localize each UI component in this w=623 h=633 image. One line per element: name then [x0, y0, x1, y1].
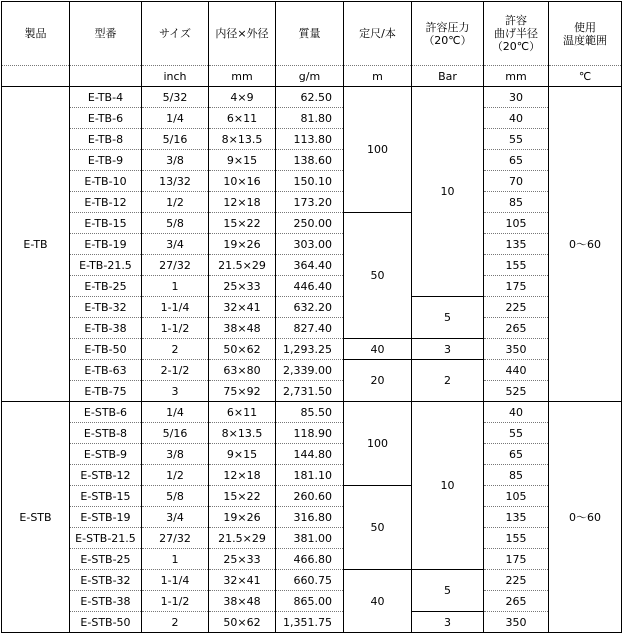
size-cell: 5/16 — [142, 129, 209, 150]
col-header-size: サイズ — [142, 2, 209, 66]
col-header-temp — [549, 2, 622, 66]
table-row — [2, 276, 622, 297]
col-header-bend — [484, 2, 549, 66]
pressure-cell: 2 — [412, 360, 484, 402]
mass-cell: 466.80 — [276, 549, 344, 570]
diameter-cell: 21.5×29 — [209, 528, 276, 549]
pressure-header-line2: （20℃） — [423, 33, 472, 47]
model-cell: E-TB-9 — [70, 150, 142, 171]
model-cell: E-TB-6 — [70, 108, 142, 129]
unit-size: inch — [142, 66, 209, 87]
diameter-cell: 38×48 — [209, 318, 276, 339]
mass-cell: 260.60 — [276, 486, 344, 507]
length-cell: 40 — [344, 570, 412, 633]
length-cell: 20 — [344, 360, 412, 402]
unit-row — [2, 66, 622, 87]
table-row — [2, 486, 622, 507]
bend-cell: 525 — [484, 381, 549, 402]
size-cell: 27/32 — [142, 255, 209, 276]
bend-cell: 225 — [484, 570, 549, 591]
bend-cell: 440 — [484, 360, 549, 381]
model-cell: E-STB-32 — [70, 570, 142, 591]
size-cell: 1-1/2 — [142, 318, 209, 339]
table-row — [2, 150, 622, 171]
mass-cell: 303.00 — [276, 234, 344, 255]
bend-cell: 70 — [484, 171, 549, 192]
table-row — [2, 423, 622, 444]
mass-cell: 62.50 — [276, 87, 344, 108]
etb-group — [2, 87, 622, 402]
size-cell: 3 — [142, 381, 209, 402]
mass-cell: 632.20 — [276, 297, 344, 318]
bend-cell: 155 — [484, 255, 549, 276]
size-cell: 1 — [142, 549, 209, 570]
model-cell: E-TB-4 — [70, 87, 142, 108]
size-cell: 2 — [142, 339, 209, 360]
diameter-cell: 19×26 — [209, 234, 276, 255]
table-row — [2, 465, 622, 486]
mass-cell: 1,351.75 — [276, 612, 344, 633]
col-header-mass: 質量 — [276, 2, 344, 66]
pressure-cell: 5 — [412, 570, 484, 612]
mass-cell: 381.00 — [276, 528, 344, 549]
model-cell: E-STB-19 — [70, 507, 142, 528]
pressure-cell: 3 — [412, 339, 484, 360]
diameter-cell: 32×41 — [209, 297, 276, 318]
model-cell: E-STB-50 — [70, 612, 142, 633]
diameter-cell: 15×22 — [209, 486, 276, 507]
model-cell: E-TB-38 — [70, 318, 142, 339]
mass-cell: 1,293.25 — [276, 339, 344, 360]
size-cell: 1/4 — [142, 108, 209, 129]
size-cell: 5/16 — [142, 423, 209, 444]
mass-cell: 113.80 — [276, 129, 344, 150]
table-row — [2, 192, 622, 213]
length-cell: 50 — [344, 213, 412, 339]
size-cell: 2-1/2 — [142, 360, 209, 381]
diameter-cell: 4×9 — [209, 87, 276, 108]
model-cell: E-TB-25 — [70, 276, 142, 297]
diameter-cell: 19×26 — [209, 507, 276, 528]
model-cell: E-STB-38 — [70, 591, 142, 612]
mass-cell: 181.10 — [276, 465, 344, 486]
diameter-cell: 38×48 — [209, 591, 276, 612]
model-cell: E-TB-63 — [70, 360, 142, 381]
size-cell: 1/4 — [142, 402, 209, 423]
table-row — [2, 381, 622, 402]
diameter-cell: 63×80 — [209, 360, 276, 381]
unit-bend: mm — [484, 66, 549, 87]
table-row — [2, 360, 622, 381]
mass-cell: 118.90 — [276, 423, 344, 444]
diameter-cell: 50×62 — [209, 339, 276, 360]
model-cell: E-TB-21.5 — [70, 255, 142, 276]
mass-cell: 173.20 — [276, 192, 344, 213]
bend-cell: 350 — [484, 339, 549, 360]
product-cell-etb: E-TB — [2, 87, 70, 402]
mass-cell: 250.00 — [276, 213, 344, 234]
mass-cell: 138.60 — [276, 150, 344, 171]
bend-cell: 175 — [484, 276, 549, 297]
table-row — [2, 213, 622, 234]
bend-cell: 105 — [484, 213, 549, 234]
temp-header-line1: 使用 — [574, 20, 596, 34]
model-cell: E-STB-6 — [70, 402, 142, 423]
model-cell: E-TB-50 — [70, 339, 142, 360]
size-cell: 1-1/4 — [142, 297, 209, 318]
diameter-cell: 15×22 — [209, 213, 276, 234]
table-row — [2, 549, 622, 570]
size-cell: 27/32 — [142, 528, 209, 549]
bend-header-line1: 許容 — [505, 14, 527, 27]
bend-cell: 350 — [484, 612, 549, 633]
estb-group — [2, 402, 622, 633]
mass-cell: 150.10 — [276, 171, 344, 192]
length-cell: 50 — [344, 486, 412, 570]
col-header-length: 定尺/本 — [344, 2, 412, 66]
size-cell: 3/8 — [142, 150, 209, 171]
diameter-cell: 25×33 — [209, 549, 276, 570]
table-row — [2, 108, 622, 129]
diameter-cell: 6×11 — [209, 108, 276, 129]
diameter-cell: 9×15 — [209, 444, 276, 465]
model-cell: E-STB-15 — [70, 486, 142, 507]
diameter-cell: 8×13.5 — [209, 423, 276, 444]
model-cell: E-STB-8 — [70, 423, 142, 444]
pressure-cell: 5 — [412, 297, 484, 339]
table-row — [2, 339, 622, 360]
table-row — [2, 507, 622, 528]
size-cell: 5/8 — [142, 486, 209, 507]
mass-cell: 81.80 — [276, 108, 344, 129]
diameter-cell: 75×92 — [209, 381, 276, 402]
diameter-cell: 12×18 — [209, 192, 276, 213]
unit-model — [70, 66, 142, 87]
length-cell: 100 — [344, 87, 412, 213]
product-cell-estb: E-STB — [2, 402, 70, 633]
table-row — [2, 528, 622, 549]
length-cell: 40 — [344, 339, 412, 360]
bend-cell: 40 — [484, 402, 549, 423]
mass-cell: 144.80 — [276, 444, 344, 465]
unit-temp: ℃ — [549, 66, 622, 87]
size-cell: 3/8 — [142, 444, 209, 465]
pressure-cell: 10 — [412, 402, 484, 570]
size-cell: 1 — [142, 276, 209, 297]
mass-cell: 660.75 — [276, 570, 344, 591]
diameter-cell: 12×18 — [209, 465, 276, 486]
mass-cell: 827.40 — [276, 318, 344, 339]
table-row — [2, 318, 622, 339]
bend-cell: 265 — [484, 318, 549, 339]
model-cell: E-TB-8 — [70, 129, 142, 150]
bend-cell: 55 — [484, 423, 549, 444]
mass-cell: 316.80 — [276, 507, 344, 528]
model-cell: E-STB-25 — [70, 549, 142, 570]
unit-diameter: mm — [209, 66, 276, 87]
model-cell: E-TB-75 — [70, 381, 142, 402]
mass-cell: 2,339.00 — [276, 360, 344, 381]
diameter-cell: 10×16 — [209, 171, 276, 192]
model-cell: E-STB-21.5 — [70, 528, 142, 549]
table-row — [2, 297, 622, 318]
table-row — [2, 402, 622, 423]
mass-cell: 865.00 — [276, 591, 344, 612]
mass-cell: 364.40 — [276, 255, 344, 276]
size-cell: 5/8 — [142, 213, 209, 234]
bend-cell: 175 — [484, 549, 549, 570]
table-row — [2, 570, 622, 591]
unit-length: m — [344, 66, 412, 87]
temp-header-line2: 温度範囲 — [563, 33, 607, 47]
table-row — [2, 171, 622, 192]
pressure-cell: 3 — [412, 612, 484, 633]
bend-cell: 40 — [484, 108, 549, 129]
bend-cell: 135 — [484, 234, 549, 255]
table-row — [2, 129, 622, 150]
size-cell: 2 — [142, 612, 209, 633]
bend-cell: 85 — [484, 465, 549, 486]
bend-cell: 135 — [484, 507, 549, 528]
diameter-cell: 50×62 — [209, 612, 276, 633]
unit-pressure: Bar — [412, 66, 484, 87]
diameter-cell: 6×11 — [209, 402, 276, 423]
header-row — [2, 2, 622, 66]
bend-cell: 225 — [484, 297, 549, 318]
size-cell: 3/4 — [142, 234, 209, 255]
length-cell: 100 — [344, 402, 412, 486]
table-row — [2, 612, 622, 633]
col-header-diameter: 内径×外径 — [209, 2, 276, 66]
spec-table — [1, 1, 622, 633]
col-header-model: 型番 — [70, 2, 142, 66]
table-row — [2, 591, 622, 612]
bend-cell: 65 — [484, 444, 549, 465]
mass-cell: 446.40 — [276, 276, 344, 297]
unit-mass: g/m — [276, 66, 344, 87]
mass-cell: 85.50 — [276, 402, 344, 423]
table-row — [2, 87, 622, 108]
table-row — [2, 444, 622, 465]
diameter-cell: 21.5×29 — [209, 255, 276, 276]
mass-cell: 2,731.50 — [276, 381, 344, 402]
bend-cell: 105 — [484, 486, 549, 507]
size-cell: 3/4 — [142, 507, 209, 528]
col-header-pressure — [412, 2, 484, 66]
pressure-header-line1: 許容圧力 — [425, 20, 470, 34]
pressure-cell: 10 — [412, 87, 484, 297]
size-cell: 5/32 — [142, 87, 209, 108]
bend-header-line2: 曲げ半径 — [494, 27, 538, 40]
bend-cell: 265 — [484, 591, 549, 612]
bend-cell: 85 — [484, 192, 549, 213]
model-cell: E-TB-12 — [70, 192, 142, 213]
bend-cell: 65 — [484, 150, 549, 171]
model-cell: E-TB-32 — [70, 297, 142, 318]
bend-cell: 30 — [484, 87, 549, 108]
bend-header-line3: （20℃） — [491, 40, 541, 53]
size-cell: 13/32 — [142, 171, 209, 192]
col-header-product: 製品 — [2, 2, 70, 66]
model-cell: E-TB-19 — [70, 234, 142, 255]
size-cell: 1-1/2 — [142, 591, 209, 612]
diameter-cell: 25×33 — [209, 276, 276, 297]
diameter-cell: 8×13.5 — [209, 129, 276, 150]
size-cell: 1/2 — [142, 465, 209, 486]
bend-cell: 155 — [484, 528, 549, 549]
model-cell: E-TB-15 — [70, 213, 142, 234]
diameter-cell: 32×41 — [209, 570, 276, 591]
temp-cell-etb: 0～60 — [549, 87, 622, 402]
model-cell: E-STB-9 — [70, 444, 142, 465]
temp-cell-estb: 0～60 — [549, 402, 622, 633]
table-row — [2, 255, 622, 276]
size-cell: 1/2 — [142, 192, 209, 213]
table-row — [2, 234, 622, 255]
diameter-cell: 9×15 — [209, 150, 276, 171]
unit-product — [2, 66, 70, 87]
bend-cell: 55 — [484, 129, 549, 150]
model-cell: E-TB-10 — [70, 171, 142, 192]
size-cell: 1-1/4 — [142, 570, 209, 591]
model-cell: E-STB-12 — [70, 465, 142, 486]
